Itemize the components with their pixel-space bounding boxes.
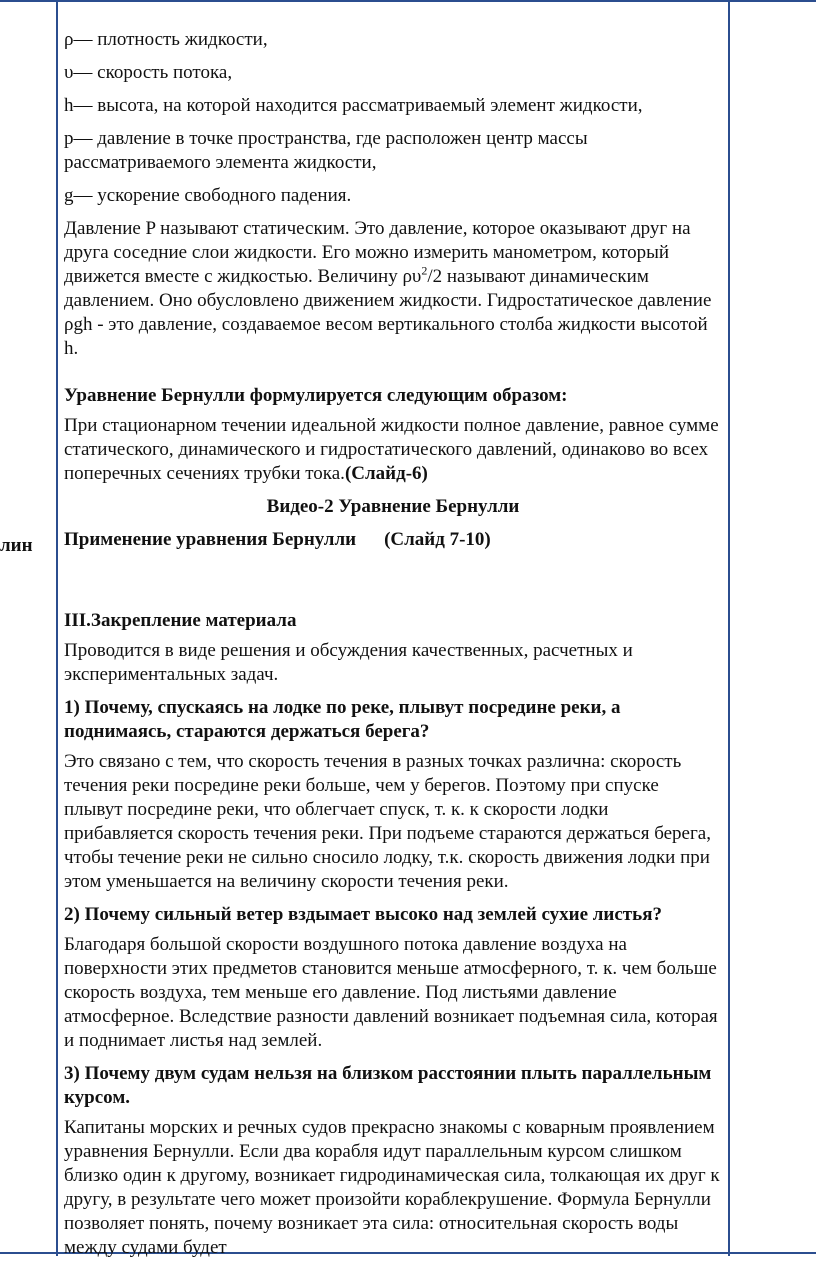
bernoulli-heading: Уравнение Бернулли формулируется следующим образом: <box>64 385 568 406</box>
bernoulli-slide-ref: (Слайд-6) <box>344 463 428 484</box>
application-slides-ref: (Слайд 7-10) <box>384 529 491 550</box>
application-heading <box>64 528 722 552</box>
definition-upsilon: υ— скорость потока, <box>64 62 233 83</box>
pressure-text-part2: /2 называют динамическим давлением. Оно обусловлено движением жидкости. Гидростатическое давление ρgh - это давление, создаваемое весом вертикального столба жидкости высотой h. <box>64 266 712 359</box>
section-3-title: III.Закрепление материала <box>64 610 297 631</box>
table-column-divider-right <box>728 0 730 1256</box>
definition-rho: ρ— плотность жидкости, <box>64 29 268 50</box>
lesson-content <box>64 28 722 1269</box>
pressure-paragraph <box>64 217 722 361</box>
answer-2: Благодаря большой скорости воздушного потока давление воздуха на поверхности этих предметов становится меньше атмосферного, т. к. чем больше скорость воздуха, тем меньше его давление. Под листьями давление атмосферное. Вследствие разности давлений возникает подъемная сила, которая и поднимает листья над землей. <box>64 934 718 1051</box>
pressure-text-part1: Давление P называют статическим. Это давление, которое оказывают друг на друга соседние слои жидкости. Его можно измерить манометром, который движется вместе с жидкостью. Величину ρυ <box>64 218 691 287</box>
pressure-superscript: 2 <box>421 263 428 278</box>
video-label: Видео-2 Уравнение Бернулли <box>266 496 520 517</box>
answer-3: Капитаны морских и речных судов прекрасно знакомы с коварным проявлением уравнения Бернулли. Если два корабля идут параллельным курсом слишком близко один к другому, возникает гидродинамическая сила, толкающая их друг к другу, в результате чего может произойти кораблекрушение. Формула Бернулли позволяет понять, почему возникает эта сила: относительная скорость воды между судами будет <box>64 1117 720 1258</box>
definition-p: p— давление в точке пространства, где расположен центр массы рассматриваемого элемента жидкости, <box>64 128 588 173</box>
bernoulli-paragraph <box>64 414 722 486</box>
question-2: 2) Почему сильный ветер вздымает высоко над землей сухие листья? <box>64 904 662 925</box>
table-top-border <box>0 0 816 2</box>
answer-1: Это связано с тем, что скорость течения в разных точках различна: скорость течения реки посредине реки больше, чем у берегов. Поэтому при спуске плывут посредине реки, что облегчает спуск, т. к. к скорости лодки прибавляется скорость течения реки. При подъеме стараются держаться берега, чтобы течение реки не сильно сносило лодку, т.к. скорость движения лодки при этом уменьшается на величину скорости течения реки. <box>64 751 711 892</box>
table-column-divider-left <box>56 0 58 1256</box>
question-3: 3) Почему двум судам нельзя на близком расстоянии плыть параллельным курсом. <box>64 1063 712 1108</box>
left-column-fragment: лин <box>0 535 33 556</box>
bernoulli-text: При стационарном течении идеальной жидкости полное давление, равное сумме статического, динамического и гидростатического давлений, одинаково во всех поперечных сечениях трубки тока. <box>64 415 719 484</box>
application-label: Применение уравнения Бернулли <box>64 529 357 550</box>
definition-h: h— высота, на которой находится рассматриваемый элемент жидкости, <box>64 95 643 116</box>
question-1: 1) Почему, спускаясь на лодке по реке, плывут посредине реки, а поднимаясь, стараются держаться берега? <box>64 697 621 742</box>
section-3-intro: Проводится в виде решения и обсуждения качественных, расчетных и экспериментальных задач. <box>64 640 633 685</box>
definition-g: g— ускорение свободного падения. <box>64 185 352 206</box>
